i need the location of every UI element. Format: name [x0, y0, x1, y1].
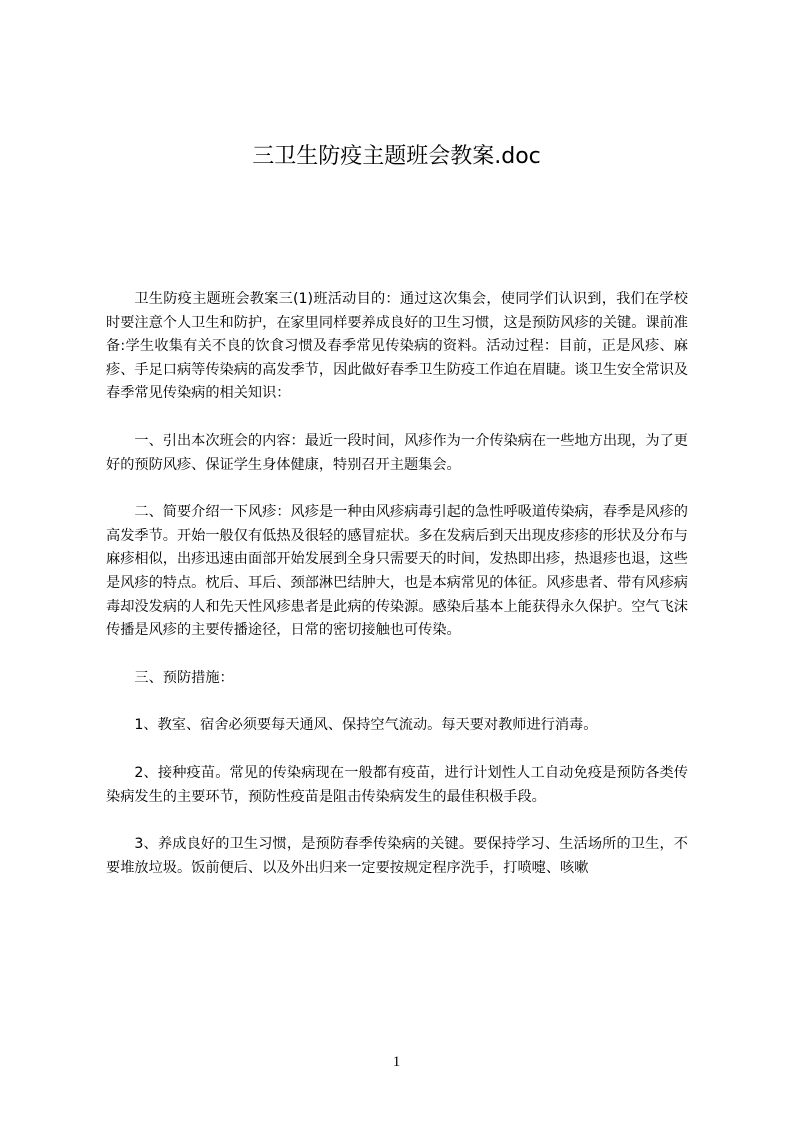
paragraph-section-1: 一、引出本次班会的内容：最近一段时间，风疹作为一介传染病在一些地方出现，为了更好的预防风疹、保证学生身体健康，特别召开主题集会。: [106, 432, 688, 473]
paragraph-measure-3: 3、养成良好的卫生习惯，是预防春季传染病的关键。要保持学习、生活场所的卫生，不要堆放垃圾。饭前便后、以及外出归来一定要按规定程序洗手，打喷嚏、咳嗽: [106, 836, 688, 876]
paragraph-section-2: 二、简要介绍一下风疹：风疹是一种由风疹病毒引起的急性呼吸道传染病，春季是风疹的高发季节。开始一般仅有低热及很轻的感冒症状。多在发病后到天出现皮疹疹的形状及分布与麻疹相似，出疹迅速由面部开始发展到全身只需要天的时间，发热即出疹，热退疹也退，这些是风疹的特点。枕后、耳后、颈部淋巴结肿大，也是本病常见的体征。风疹患者、带有风疹病毒却没发病的人和先天性风疹患者是此病的传染源。感染后基本上能获得永久保护。空气飞沫传播是风疹的主要传播途径，日常的密切接触也可传染。: [106, 504, 688, 639]
paragraph-measure-1: 1、教室、宿舍必须要每天通风、保持空气流动。每天要对教师进行消毒。: [134, 717, 598, 734]
document-body: [106, 288, 688, 880]
paragraph-section-3-heading: 三、预防措施：: [134, 669, 234, 686]
paragraph-measure-2: 2、接种疫苗。常见的传染病现在一般都有疫苗，进行计划性人工自动免疫是预防各类传染病发生的主要环节，预防性疫苗是阻击传染病发生的最佳积极手段。: [106, 764, 688, 805]
page-number: 1: [392, 1054, 401, 1070]
document-title: 三卫生防疫主题班会教案.doc: [252, 144, 541, 169]
paragraph-intro: 卫生防疫主题班会教案三(1)班活动目的：通过这次集会，使同学们认识到，我们在学校时要注意个人卫生和防护，在家里同样要养成良好的卫生习惯，这是预防风疹的关键。课前准备:学生收集有关不良的饮食习惯及春季常见传染病的资料。活动过程：目前，正是风疹、麻疹、手足口病等传染病的高发季节，因此做好春季卫生防疫工作迫在眉睫。谈卫生安全常识及春季常见传染病的相关知识：: [106, 291, 688, 402]
